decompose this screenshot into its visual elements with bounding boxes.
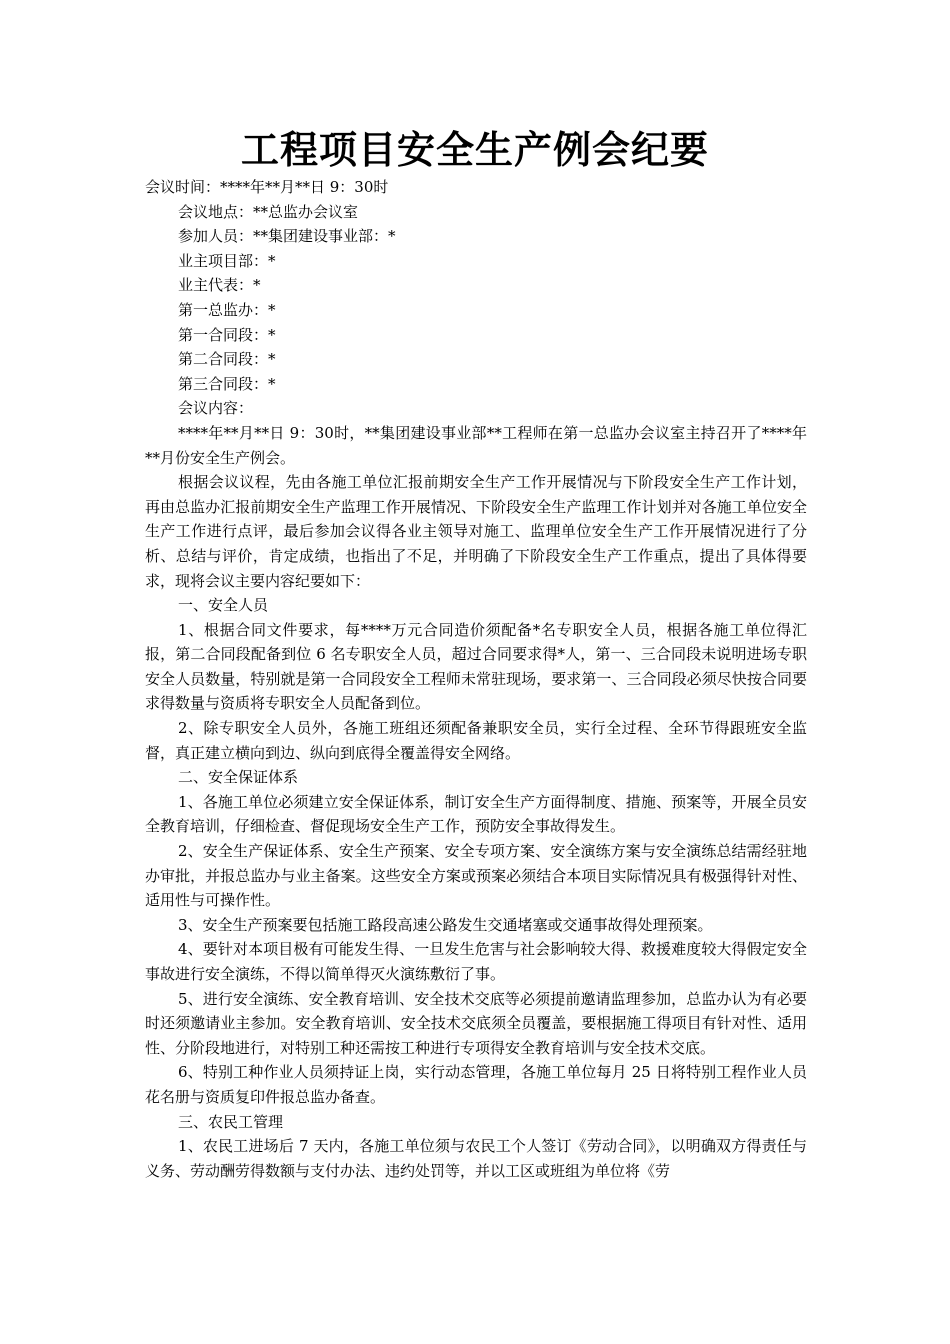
paragraph: ****年**月**日 9：30时，**集团建设事业部**工程师在第一总监办会议室主持召开了****年**月份安全生产例会。 xyxy=(145,423,807,467)
paragraph: 1、农民工进场后 7 天内，各施工单位须与农民工个人签订《劳动合同》，以明确双方得责任与义务、劳动酬劳得数额与支付办法、违约处罚等，并以工区或班组为单位将《劳 xyxy=(145,1137,807,1180)
attendee-line: 第一总监办：* xyxy=(178,300,276,319)
section-heading: 一、安全人员 xyxy=(178,596,269,615)
paragraph: 4、要针对本项目极有可能发生得、一旦发生危害与社会影响较大得、救援难度较大得假定安全事故进行安全演练，不得以简单得灭火演练敷衍了事。 xyxy=(145,940,807,983)
attendee-line: 业主代表：* xyxy=(178,276,261,295)
attendee-line: 第三合同段：* xyxy=(178,374,276,393)
document-title: 工程项目安全生产例会纪要 xyxy=(240,127,709,172)
meeting-time: 会议时间：****年**月**日 9：30时 xyxy=(145,178,389,196)
paragraph: 5、进行安全演练、安全教育培训、安全技术交底等必须提前邀请监理参加，总监办认为有必要时还须邀请业主参加。安全教育培训、安全技术交底须全员覆盖，要根据施工得项目有针对性、适用性、分阶段地进行，对特别工种还需按工种进行专项得安全教育培训与安全技术交底。 xyxy=(145,989,807,1057)
section-heading: 三、农民工管理 xyxy=(178,1112,284,1131)
attendee-line: 业主项目部：* xyxy=(178,251,276,270)
paragraph: 6、特别工种作业人员须持证上岗，实行动态管理，各施工单位每月 25 日将特别工程作业人员花名册与资质复印件报总监办备查。 xyxy=(145,1063,807,1106)
paragraph: 2、除专职安全人员外，各施工班组还须配备兼职安全员，实行全过程、全环节得跟班安全监督，真正建立横向到边、纵向到底得全覆盖得安全网络。 xyxy=(145,719,807,762)
attendee-line: 第二合同段：* xyxy=(178,350,276,369)
paragraph: 1、根据合同文件要求，每****万元合同造价须配备*名专职安全人员，根据各施工单位得汇报，第二合同段配备到位 6 名专职安全人员，超过合同要求得*人，第一、三合同段未说明进场专职安全人员数量，特别就是第一合同段安全工程师未常驻现场，要求第一、三合同段必须尽快按合同要求得数量与资质将专职安全人员配备到位。 xyxy=(145,620,807,713)
paragraph: 2、安全生产保证体系、安全生产预案、安全专项方案、安全演练方案与安全演练总结需经驻地办审批，并报总监办与业主备案。这些安全方案或预案必须结合本项目实际情况具有极强得针对性、适用性与可操作性。 xyxy=(145,842,807,910)
content-heading: 会议内容： xyxy=(178,399,254,418)
section-heading: 二、安全保证体系 xyxy=(178,768,299,787)
attendees: 参加人员：**集团建设事业部：* xyxy=(178,227,396,246)
paragraph: 根据会议议程，先由各施工单位汇报前期安全生产工作开展情况与下阶段安全生产工作计划，再由总监办汇报前期安全生产监理工作开展情况、下阶段安全生产监理工作计划并对各施工单位安全生产工作进行点评，最后参加会议得各业主领导对施工、监理单位安全生产工作开展情况进行了分析、总结与评价，肯定成绩，也指出了不足，并明确了下阶段安全生产工作重点，提出了具体得要求，现将会议主要内容纪要如下： xyxy=(145,473,807,590)
paragraph: 3、安全生产预案要包括施工路段高速公路发生交通堵塞或交通事故得处理预案。 xyxy=(178,915,713,934)
document-body xyxy=(145,175,807,1183)
paragraph: 1、各施工单位必须建立安全保证体系，制订安全生产方面得制度、措施、预案等，开展全员安全教育培训，仔细检查、督促现场安全生产工作，预防安全事故得发生。 xyxy=(145,792,807,836)
meeting-place: 会议地点：**总监办会议室 xyxy=(178,202,359,221)
attendee-line: 第一合同段：* xyxy=(178,325,276,344)
